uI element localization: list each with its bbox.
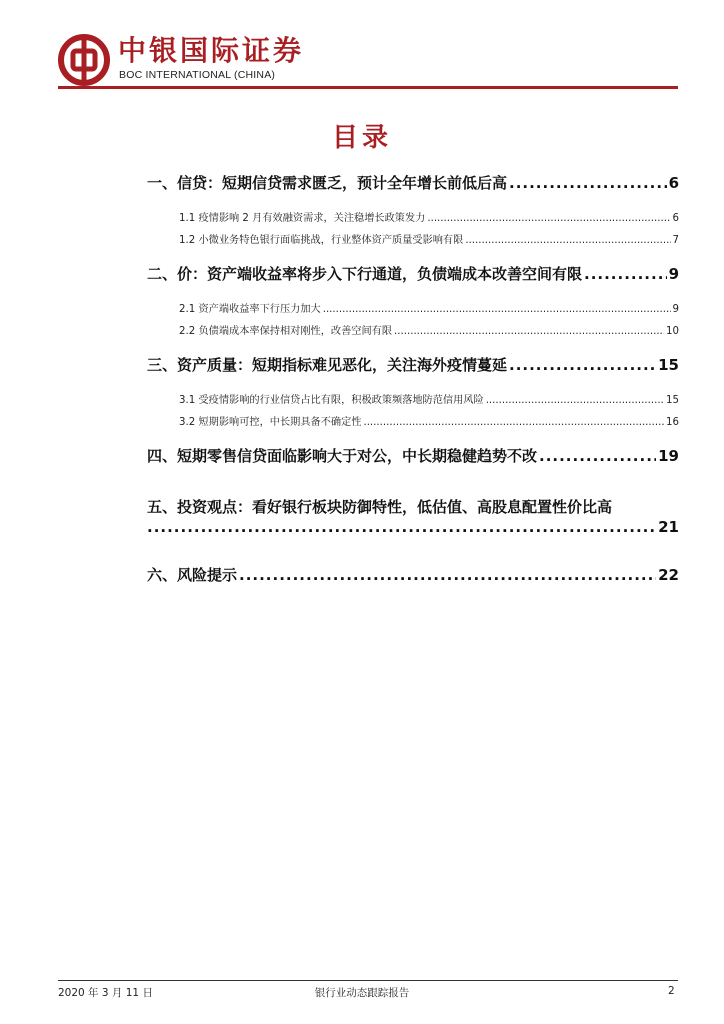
toc-entry-3-2[interactable]	[179, 413, 679, 428]
toc-entry-text: 1.1 疫情影响 2 月有效融资需求，关注稳增长政策发力	[179, 213, 426, 224]
toc-leader	[363, 417, 664, 428]
toc-entry-text: 3.2 短期影响可控，中长期具备不确定性	[179, 417, 362, 428]
toc-entry-text: 2.1 资产端收益率下行压力加大	[179, 304, 321, 315]
toc-entry-text: 3.1 受疫情影响的行业信贷占比有限，积极政策频落地防范信用风险	[179, 395, 484, 406]
toc-entry-5-continuation[interactable]	[147, 518, 679, 536]
toc-leader	[486, 395, 664, 406]
toc-entry-text: 二、价：资产端收益率将步入下行通道，负债端成本改善空间有限	[147, 265, 583, 283]
toc-leader	[584, 265, 667, 283]
toc-entry-3-1[interactable]	[179, 391, 679, 406]
toc-entry-text: 一、信贷：短期信贷需求匮乏，预计全年增长前低后高	[147, 174, 508, 192]
toc-entry-text: 五、投资观点：看好银行板块防御特性，低估值、高股息配置性价比高	[147, 498, 613, 516]
toc-leader	[323, 304, 671, 315]
footer-report-type: 银行业动态跟踪报告	[314, 987, 410, 999]
footer-page-number: 2	[668, 985, 675, 997]
toc-entry-3[interactable]	[147, 354, 679, 375]
boc-logo-icon	[58, 34, 110, 86]
toc-entry-page: 22	[658, 566, 679, 584]
toc-entry-page: 10	[666, 326, 679, 337]
toc-entry-page: 7	[672, 235, 679, 246]
toc-entry-6[interactable]	[147, 564, 679, 585]
toc-entry-text: 1.2 小微业务特色银行面临挑战，行业整体资产质量受影响有限	[179, 235, 464, 246]
toc-entry-text: 2.2 负债端成本率保持相对刚性，改善空间有限	[179, 326, 393, 337]
toc-entry-page: 16	[666, 417, 679, 428]
toc-leader	[239, 566, 656, 584]
toc-leader	[509, 174, 667, 192]
toc-entry-text: 六、风险提示	[147, 566, 238, 584]
toc-entry-text: 四、短期零售信贷面临影响大于对公，中长期稳健趋势不改	[147, 447, 538, 465]
toc-entry-5[interactable]	[147, 496, 679, 517]
toc-leader	[465, 235, 670, 246]
toc-leader	[147, 518, 656, 536]
toc-entry-page: 19	[658, 447, 679, 465]
toc-entry-page: 9	[672, 304, 679, 315]
toc-entry-page: 21	[658, 518, 679, 536]
toc-entry-page: 15	[666, 395, 679, 406]
toc-entry-2[interactable]	[147, 263, 679, 284]
toc-title: 目录	[331, 123, 392, 153]
footer-date: 2020 年 3 月 11 日	[58, 987, 153, 999]
toc-entry-4[interactable]	[147, 445, 679, 466]
toc-leader	[394, 326, 664, 337]
header-divider	[58, 86, 678, 89]
toc-entry-1[interactable]	[147, 172, 679, 193]
toc-leader	[427, 213, 670, 224]
toc-entry-text: 三、资产质量：短期指标难见恶化，关注海外疫情蔓延	[147, 356, 508, 374]
report-header	[58, 28, 678, 90]
toc-entry-2-1[interactable]	[179, 300, 679, 315]
toc-entry-1-2[interactable]	[179, 231, 679, 246]
toc-entry-page: 6	[668, 174, 679, 192]
toc-entry-page: 9	[668, 265, 679, 283]
toc-leader	[539, 447, 656, 465]
brand-name-cn: 中银国际证券	[118, 34, 305, 67]
toc-entry-page: 6	[672, 213, 679, 224]
toc-entry-1-1[interactable]	[179, 209, 679, 224]
brand-name-en: BOC INTERNATIONAL (CHINA)	[119, 69, 276, 81]
toc-entry-page: 15	[658, 356, 679, 374]
toc-entry-2-2[interactable]	[179, 322, 679, 337]
footer-divider	[58, 980, 678, 981]
toc-leader	[509, 356, 656, 374]
